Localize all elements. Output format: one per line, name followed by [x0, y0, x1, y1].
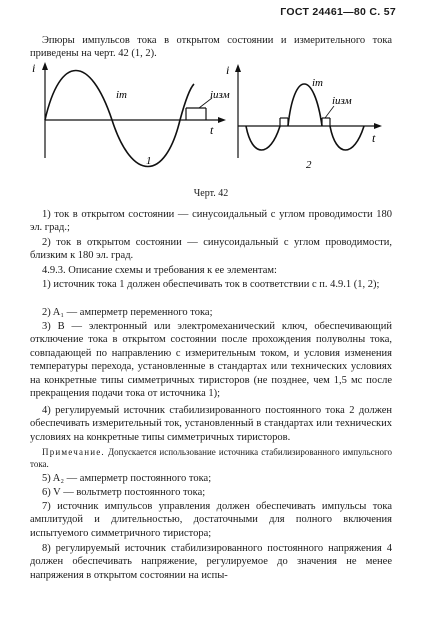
list-item-6: 6) V — вольтметр постоянного тока;	[42, 487, 206, 498]
figure-panel-2	[226, 63, 382, 171]
figure-caption: Черт. 42	[193, 188, 229, 199]
figure-42	[0, 58, 422, 188]
list-item-7: 7) источник импульсов управления должен обеспечивать импульсы тока амплитудой и длительностью, достаточными для полного включения испытуемого симметричного тиристора;	[30, 501, 392, 539]
axis-x-label-1: t	[210, 123, 214, 137]
page-header: ГОСТ 24461—80 С. 57	[280, 6, 396, 18]
note	[30, 446, 392, 470]
panel-number-1: 1	[146, 155, 152, 167]
section-title: 4.9.3. Описание схемы и требования к ее элементам:	[42, 265, 277, 276]
figure-item-2: 2) ток в открытом состоянии — синусоидальный с углом проводимости, близким к 180 эл. град.	[30, 237, 392, 262]
panel-number-2: 2	[306, 159, 312, 171]
figure-item-1: 1) ток в открытом состоянии — синусоидальный с углом проводимости 180 эл. град.;	[30, 209, 392, 234]
axis-x-label-2: t	[372, 131, 376, 145]
list-item-4: 4) регулируемый источник стабилизированного постоянного тока 2 должен обеспечивать измерительный ток, установленный в стандартах или технических условиях на конкретные типы симметричных тиристоров.	[30, 405, 392, 443]
curve-label-izm-2: iизм	[332, 95, 352, 107]
axis-y-label-2: i	[226, 63, 230, 77]
note-label: Примечание.	[42, 447, 105, 457]
intro-paragraph: Эпюры импульсов тока в открытом состоянии и измерительного тока приведены на черт. 42 (1, 2).	[30, 35, 392, 60]
list-item-3: 3) B — электронный или электромеханический ключ, обеспечивающий отключение тока в открытом состоянии после прохождения полуволны тока, совпадающей по направлению с измерительным током, и условия изменения температуры перехода, установленные в стандартах или технических условиях на конкретные типы симметричных тиристоров (не позднее, чем 1,5 мс после прекращения подачи тока от источника 1);	[30, 321, 392, 400]
curve-label-it-1: iт	[116, 89, 127, 101]
curve-label-it-2: iт	[312, 77, 323, 89]
list-item-2: 2) A₁ — амперметр переменного тока;	[42, 307, 213, 318]
list-item-5: 5) A₂ — амперметр постоянного тока;	[42, 473, 212, 484]
figure-panel-1	[32, 61, 230, 167]
axis-y-label-1: i	[32, 61, 36, 75]
list-item-1: 1) источник тока 1 должен обеспечивать ток в соответствии с п. 4.9.1 (1, 2);	[42, 279, 380, 290]
list-item-8: 8) регулируемый источник стабилизированного постоянного напряжения 4 должен обеспечивать напряжение, регулируемое до значения не менее напряжения в открытом состоянии на испы-	[30, 543, 392, 581]
note-text: Допускается использование источника стабилизированного импульсного тока.	[30, 447, 392, 469]
curve-label-izm-1: iизм	[210, 89, 230, 101]
